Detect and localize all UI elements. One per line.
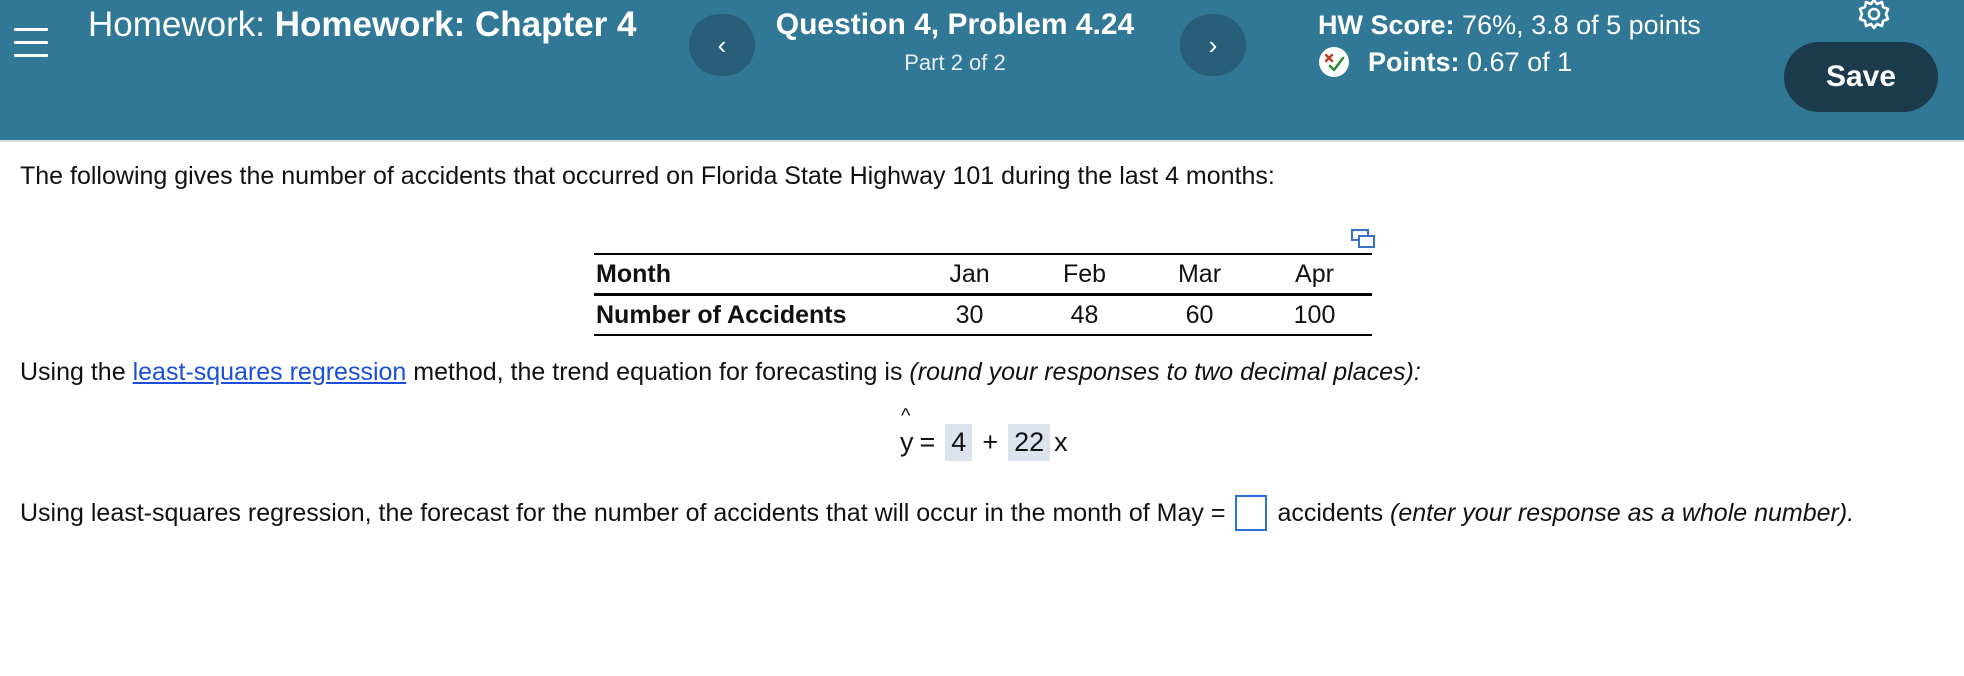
rounding-hint: (round your responses to two decimal places): — [909, 358, 1421, 386]
hamburger-menu-icon[interactable] — [14, 28, 48, 58]
problem-intro-text: The following gives the number of accidents that occurred on Florida State Highway 101 during the last 4 months: — [20, 162, 1275, 190]
points-display — [1318, 46, 1572, 78]
hat-accent: ^ — [901, 405, 911, 427]
accidents-cell: 30 — [912, 295, 1027, 336]
least-squares-regression-link[interactable]: least-squares regression — [132, 358, 407, 386]
save-button[interactable]: Save — [1784, 42, 1938, 112]
question-part: Part 2 of 2 — [904, 50, 1006, 75]
forecast-prompt — [20, 495, 1854, 531]
points-label: Points: — [1368, 46, 1460, 77]
accidents-table — [594, 253, 1372, 336]
previous-question-button[interactable]: ‹ — [689, 14, 755, 76]
intercept-answer[interactable]: 4 — [945, 424, 972, 461]
accidents-cell: 60 — [1142, 295, 1257, 336]
hw-score-value: 76%, 3.8 of 5 points — [1462, 10, 1701, 40]
month-row-header: Month — [594, 254, 912, 295]
trend-equation-prompt — [20, 358, 1421, 387]
whole-number-hint: (enter your response as a whole number). — [1390, 498, 1855, 527]
slope-answer[interactable]: 22 — [1008, 424, 1050, 461]
hw-score-label: HW Score: — [1318, 10, 1455, 40]
next-question-button[interactable]: › — [1180, 14, 1246, 76]
y-hat-symbol — [900, 405, 914, 458]
month-row — [594, 254, 1372, 295]
month-cell: Feb — [1027, 254, 1142, 295]
prompt-prefix: Using the — [20, 358, 126, 386]
may-forecast-input[interactable] — [1235, 495, 1267, 531]
top-header-bar — [0, 0, 1964, 140]
month-cell: Jan — [912, 254, 1027, 295]
accidents-cell: 100 — [1257, 295, 1372, 336]
settings-gear-icon[interactable] — [1856, 0, 1892, 32]
trend-equation — [900, 405, 1068, 461]
points-value: 0.67 of 1 — [1467, 46, 1573, 77]
prompt-middle: method, the trend equation for forecasting is — [413, 358, 903, 386]
forecast-prefix: Using least-squares regression, the forecast for the number of accidents that will occur in the month of May = — [20, 498, 1226, 527]
homework-title — [88, 6, 648, 44]
accidents-row — [594, 295, 1372, 336]
month-cell: Mar — [1142, 254, 1257, 295]
x-variable: x — [1054, 427, 1068, 457]
homework-name: Homework: Chapter 4 — [274, 5, 637, 44]
homework-label: Homework: — [88, 5, 265, 44]
month-cell: Apr — [1257, 254, 1372, 295]
y-variable: y — [900, 427, 914, 457]
accidents-row-header: Number of Accidents — [594, 295, 912, 336]
equals-sign: = — [919, 427, 936, 457]
partial-credit-icon — [1318, 46, 1350, 78]
accidents-cell: 48 — [1027, 295, 1142, 336]
expand-table-icon[interactable] — [1350, 228, 1376, 250]
question-title: Question 4, Problem 4.24 — [775, 8, 1135, 41]
header-divider — [0, 140, 1964, 142]
hw-score — [1318, 10, 1701, 41]
plus-sign: + — [982, 427, 999, 457]
forecast-unit: accidents — [1277, 498, 1384, 527]
